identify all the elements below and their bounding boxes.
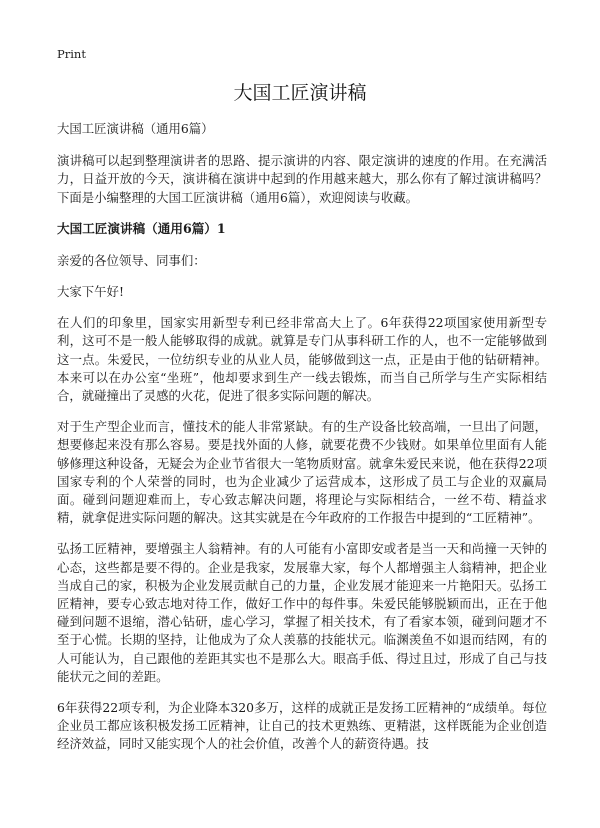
page-title: 大国工匠演讲稿	[233, 82, 367, 104]
greeting-paragraph-2: 大家下午好!	[57, 284, 124, 300]
print-link[interactable]: Print	[57, 47, 86, 61]
greeting-paragraph: 亲爱的各位领导、同事们：	[57, 252, 206, 268]
body-paragraph-3: 弘扬工匠精神，要增强主人翁精神。有的人可能有小富即安或者是当一天和尚撞一天钟的心态，这些都是要不得的。企业是我家，发展靠大家，每个人都增强主人翁精神，把企业当成自己的家，积极为企业发展贡献自己的力量，企业发展才能迎来一片艳阳天。弘扬工匠精神，要专心致志地对待工作，做好工作中的每件事。朱爱民能够脱颖而出，正在于他碰到问题不退缩，潜心钻研，虚心学习，掌握了相关技术，有了看家本领，碰到问题才不至于心慌。长期的坚持，让他成为了众人羡慕的技能状元。临渊羡鱼不如退而结网，有的人可能认为，自己跟他的差距其实也不是那么大。眼高手低、得过且过，形成了自己与技能状元之间的差距。	[57, 541, 547, 684]
body-paragraph-1: 在人们的印象里，国家实用新型专利已经非常高大上了。6年获得22项国家使用新型专利，这可不是一般人能够取得的成就。就算是专门从事科研工作的人，也不一定能够做到这一点。朱爱民，一位纺织专业的从业人员，能够做到这一点，正是由于他的钻研精神。本来可以在办公室“坐班”，他却要求到生产一线去锻炼，而当自己所学与生产实际相结合，就碰撞出了灵感的火花，促进了很多实际问题的解决。	[57, 315, 547, 404]
section-heading: 大国工匠演讲稿（通用6篇）1	[57, 220, 226, 236]
document-body	[57, 120, 547, 767]
document-subtitle: 大国工匠演讲稿（通用6篇）	[57, 121, 214, 136]
intro-paragraph: 演讲稿可以起到整理演讲者的思路、提示演讲的内容、限定演讲的速度的作用。在充满活力，日益开放的今天，演讲稿在演讲中起到的作用越来越大，那么你有了解过演讲稿吗？下面是小编整理的大国工匠演讲稿（通用6篇），欢迎阅读与收藏。	[57, 153, 547, 205]
body-paragraph-4: 6年获得22项专利，为企业降本320多万，这样的成就正是发扬工匠精神的“成绩单。每位企业员工都应该积极发扬工匠精神，让自己的技术更熟练、更精湛，这样既能为企业创造经济效益，同时又能实现个人的社会价值，改善个人的薪资待遇。技	[57, 700, 547, 752]
body-paragraph-2: 对于生产型企业而言，懂技术的能人非常紧缺。有的生产设备比较高端，一旦出了问题，想要修起来没有那么容易。要是找外面的人修，就要花费不少钱财。如果单位里面有人能够修理这种设备，无疑会为企业节省很大一笔物质财富。就拿朱爱民来说，他在获得22项国家专利的个人荣誉的同时，也为企业减少了运营成本，这形成了员工与企业的双赢局面。碰到问题迎难而上，专心致志解决问题，将理论与实际相结合，一丝不苟、精益求精，就拿促进实际问题的解决。这其实就是在今年政府的工作报告中提到的“工匠精神”。	[57, 419, 547, 526]
